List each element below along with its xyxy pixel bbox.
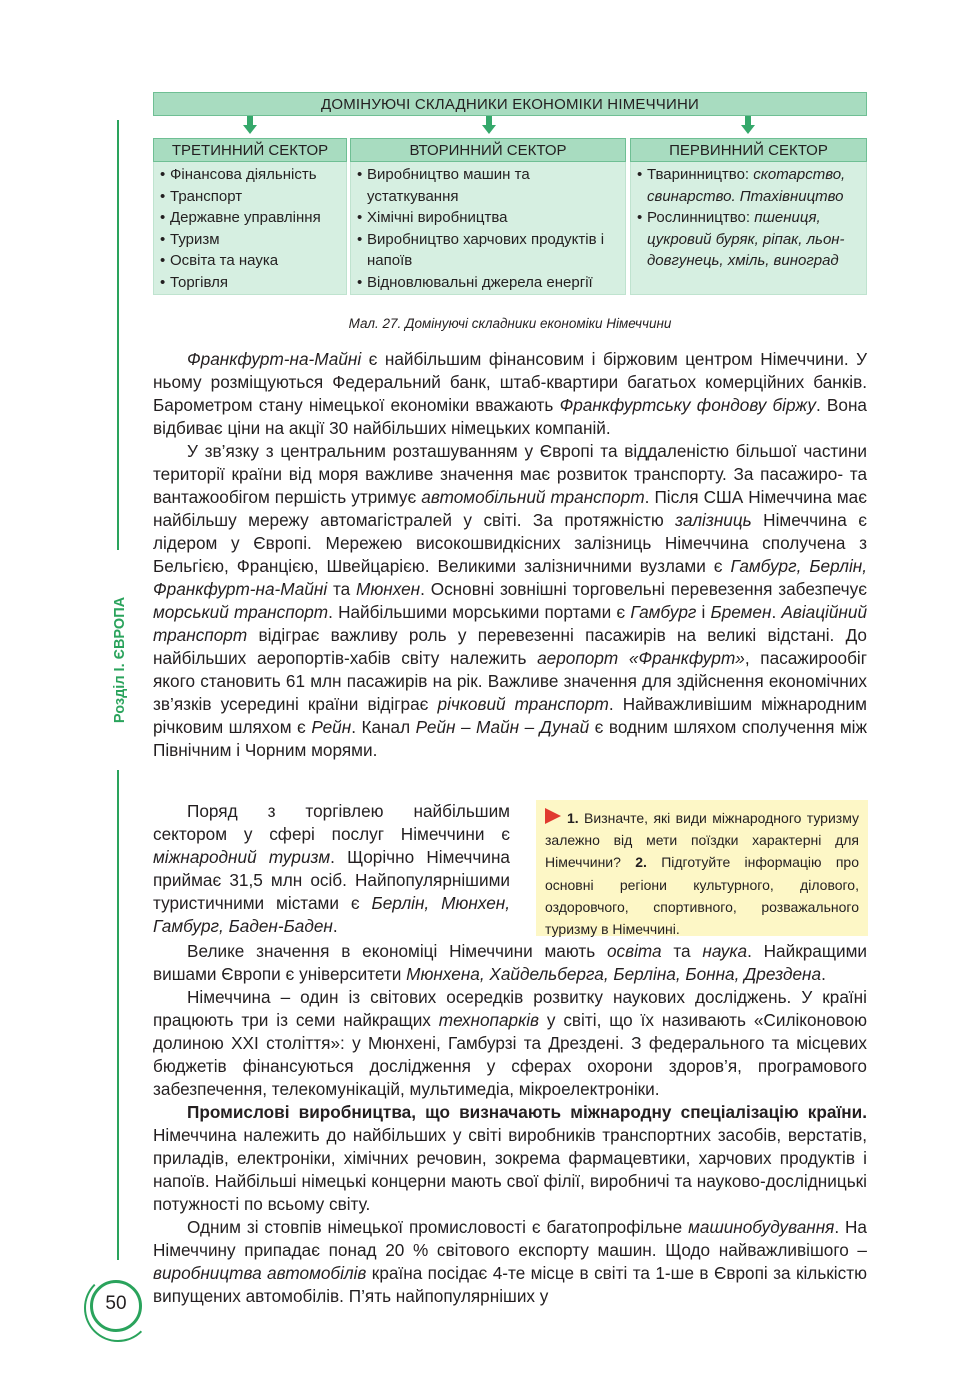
text-run: Визначте, які види міжнародного туризму залежно від мети поїздки характерні для Німеччини? (545, 810, 859, 871)
sector-title: ВТОРИННИЙ СЕКТОР (350, 138, 626, 162)
text-run: Авіаційний транспорт (153, 602, 867, 645)
text-run: У зв’язку з центральним розташуванням у Європі та віддаленістю більшої частини території країни від моря важливе значення має розвиток транспорту. За пасажиро- та вантажообігом першість утримує (153, 441, 867, 507)
paragraph (153, 1216, 867, 1308)
text-run: технопарків (438, 1010, 539, 1030)
list-item: • Хімічні виробництва (357, 207, 621, 229)
text-run: аеропорт «Франкфурт» (537, 648, 745, 668)
text-run: , пасажирообіг якого становить 61 млн пасажирів на рік. Важливе значення для здійснення економічних зв’язків усередині країни відіграє (153, 648, 867, 714)
text-run: Бремен (710, 602, 772, 622)
text-run: Мюнхена, Хайдельберга, Берліна, Бонна, Дрездена (406, 964, 822, 984)
list-item: • Виробництво машин та устаткування (357, 164, 621, 207)
arrow-down-icon (243, 116, 257, 136)
sector-title: ТРЕТИННИЙ СЕКТОР (153, 138, 347, 162)
paragraph (153, 800, 510, 938)
text-run: машинобудування (688, 1217, 835, 1237)
item-detail: скотарство, свинарство. Птахівництво (647, 166, 846, 205)
figure-caption: Мал. 27. Домінуючі складники економіки Німеччини (348, 316, 672, 331)
text-run: Підготуйте інформацію про основні регіони культурного, ділового, оздоровчого, спортивного, розважального туризму в Німеччині. (545, 854, 859, 938)
list-item: • Державне управління (160, 207, 342, 229)
text-run: річковий транспорт (437, 694, 609, 714)
text-run: освіта (606, 941, 662, 961)
arrow-down-icon (741, 116, 755, 136)
sector-tertiary (153, 138, 347, 295)
text-run: . Після США Німеччина має найбільшу мережу автомагістралей у світі. За протяжністю (153, 487, 867, 530)
text-run: є водним шляхом сполучення між Північним і Чорним морями. (153, 717, 868, 760)
text-column (153, 800, 510, 938)
text-run: Велике значення в економіці Німеччини мають (187, 941, 607, 961)
text-run: . Найбільшими морськими портами є (328, 602, 631, 622)
list-item: • Виробництво харчових продуктів і напоїв (357, 229, 621, 272)
list-item (637, 207, 862, 272)
text-run: . Найкращими вишами Європи є університети (153, 941, 867, 984)
page-number: 50 (105, 1293, 127, 1314)
question-text (545, 810, 859, 937)
triangle-marker-icon (545, 808, 561, 824)
text-run: країна посідає 4-те місце в світі та 1-ше в Європі за кількістю випущених автомобілів. П’ять найпопулярніших у (153, 1263, 867, 1306)
text-run: відіграє важливу роль у перевезенні пасажирів на великі відстані. До найбільших аеропортів-хабів світу належить (153, 625, 867, 668)
text-run: є найбільшим фінансовим і біржовим центром Німеччини. У ньому розміщуються Федеральний банк, штаб-квартири багатьох комерційних банків. Барометром стану німецької економіки вважають (153, 349, 867, 415)
text-run: . Основні зовнішні торговельні перевезення забезпечує (420, 579, 867, 599)
text-run: Берлін, Мюнхен, Гамбург, Баден-Баден (153, 893, 510, 936)
item-detail: пшениця, цукровий буряк, ріпак, льон-довгунець, хміль, виноград (647, 209, 845, 270)
side-divider (117, 770, 119, 1260)
sector-secondary (350, 138, 626, 295)
text-run: Гамбург, Берлін, Франкфурт-на-Майні (153, 556, 867, 599)
text-run: Франкфурт-на-Майні (187, 349, 362, 369)
list-item: • Транспорт (160, 186, 342, 208)
list-item (637, 164, 862, 207)
paragraph (153, 986, 867, 1101)
text-run: виробництва автомобілів (153, 1263, 367, 1283)
text-run: Німеччина – один із світових осередків розвитку наукових досліджень. У країні працюють три із семи найкращих (153, 987, 867, 1030)
text-run: . (771, 602, 782, 622)
text-block-bottom (153, 940, 867, 1308)
text-block-top (153, 348, 867, 762)
text-run: наука (702, 941, 748, 961)
text-run: Одним зі стовпів німецької промисловості є багатопрофільне (187, 1217, 689, 1237)
text-run: . На Німеччину припадає понад 20 % світового експорту машин. Щодо найважливішого – (153, 1217, 867, 1260)
text-run: і (696, 602, 711, 622)
text-run: Гамбург (630, 602, 697, 622)
text-run: . (821, 964, 826, 984)
side-divider (117, 120, 119, 550)
sector-primary (630, 138, 867, 295)
diagram-title: ДОМІНУЮЧІ СКЛАДНИКИ ЕКОНОМІКИ НІМЕЧЧИНИ (153, 92, 867, 116)
list-item: • Фінансова діяльність (160, 164, 342, 186)
text-run: . Канал (351, 717, 416, 737)
sector-title: ПЕРВИННИЙ СЕКТОР (630, 138, 867, 162)
text-run: та (661, 941, 703, 961)
text-run: . Щорічно Німеччина приймає 31,5 млн осіб. Найпопулярнішими туристичними містами є (153, 847, 510, 913)
section-label: Розділ І. ЄВРОПА (112, 596, 128, 724)
arrow-down-icon (482, 116, 496, 136)
text-run: морський транспорт (153, 602, 329, 622)
item-label: Тваринництво: (647, 166, 750, 183)
question-box (536, 800, 868, 936)
item-label: Рослинництво: (647, 209, 751, 227)
text-run: Рейн – Майн – Дунай (415, 717, 590, 737)
text-run: . Найважливішим міжнародним річковим шляхом є (153, 694, 868, 737)
text-run: Промислові виробництва, що визначають міжнародну спеціалізацію країни. (187, 1102, 867, 1122)
paragraph (153, 1101, 867, 1216)
text-run: Мюнхен (356, 579, 421, 599)
text-run: у світі, що їх називають «Силіконовою долиною XXI століття»: у Мюнхені, Гамбурзі та Дрездені. З федерального та місцевих бюджетів фінансуються дослідження у сферах охорони здоров’я, програмового забезпечення, телекомунікацій, мультимедіа, мікроелектроніки. (153, 1010, 867, 1099)
text-run: . (332, 916, 338, 936)
paragraph (153, 440, 867, 762)
text-run: автомобільний транспорт (421, 487, 645, 507)
text-run: 2. (635, 854, 647, 871)
text-run: залізниць (675, 510, 752, 530)
text-run: Німеччина належить до найбільших у світі виробників транспортних засобів, верстатів, приладів, електроніки, хімічних речовин, зокрема фармацевтики, харчових продуктів і напоїв. Найбільші німецькі концерни мають свої філії, виробничі та науково-дослідницькі потужності по всьому світу. (153, 1125, 867, 1214)
list-item: • Освіта та наука (160, 250, 342, 272)
list-item: • Торгівля (160, 272, 342, 294)
text-run: Рейн (311, 717, 352, 737)
paragraph (153, 940, 867, 986)
list-item: • Туризм (160, 229, 342, 251)
text-run: та (327, 579, 357, 599)
text-run: 1. (567, 810, 579, 826)
list-item: • Відновлювальні джерела енергії (357, 272, 621, 294)
text-run: міжнародний туризм (153, 847, 331, 867)
text-run: . Вона відбиває ціни на акції 30 найбільших німецьких компаній. (153, 395, 867, 438)
text-run: Поряд з торгівлею найбільшим сектором у сфері послуг Німеччини є (153, 801, 510, 844)
paragraph (153, 348, 867, 440)
text-run: Німеччина є лідером у Європі. Мережею високошвидкісних залізниць Німеччина сполучена з Бельгією, Францією, Швейцарією. Великими залізничними вузлами є (153, 510, 867, 576)
text-run: Франкфуртську фондову біржу (559, 395, 816, 415)
